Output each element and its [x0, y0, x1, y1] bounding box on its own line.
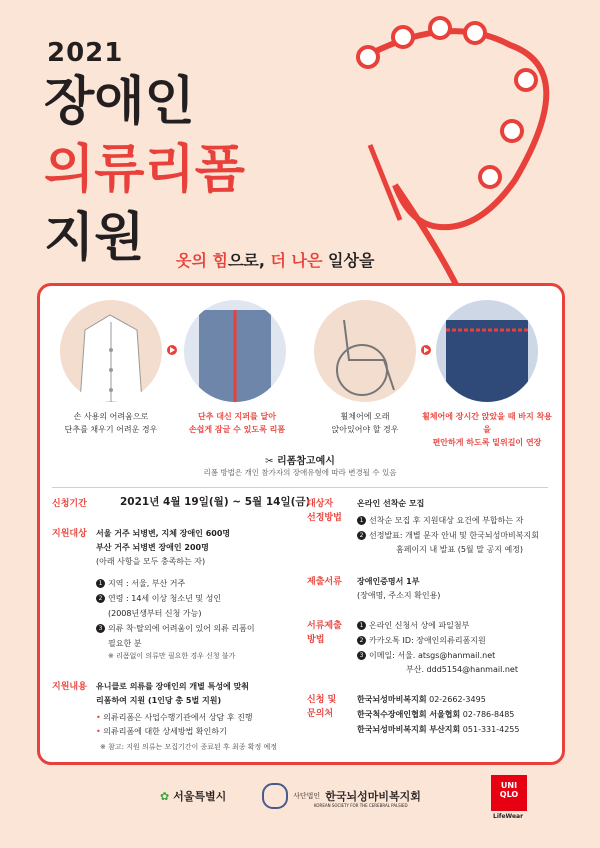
selection-label-1: 대상자	[307, 499, 334, 509]
title-line-2: 의류리폼	[44, 140, 245, 200]
jeans-icon	[436, 300, 538, 402]
docs-label: 제출서류	[307, 577, 342, 587]
target-note: ※ 리폼없이 의류만 필요한 경우 신청 불가	[108, 652, 236, 660]
step-caption: 단추 대신 지퍼를 달아 손쉽게 잠글 수 있도록 리폼	[188, 412, 286, 434]
uniqlo-logo: UNI QLO	[491, 775, 527, 811]
seoul-logo: ✿ 서울특별시	[160, 790, 227, 803]
thread-heart-illustration	[300, 15, 590, 325]
content-item: • 의류리폼은 사업수행기관에서 상담 후 진행	[96, 713, 253, 722]
target-line-1: 서울 거주 뇌병변, 지체 장애인 600명	[96, 529, 231, 538]
arrow-icon	[167, 345, 177, 355]
contact-row: 한국뇌성마비복지회 부산지회 051-331-4255	[357, 725, 520, 734]
method-label-2: 방법	[307, 635, 325, 645]
contact-label-2: 문의처	[307, 709, 334, 719]
selection-item-1: 1 선착순 모집 후 지원대상 요건에 부합하는 자	[357, 514, 523, 528]
target-item: (2008년생부터 신청 가능)	[108, 609, 202, 618]
shirt-buttons-image	[60, 300, 162, 402]
method-item-2: 2 카카오톡 ID: 장애인의류리폼지원	[357, 634, 486, 648]
title-line-1: 장애인	[44, 72, 195, 132]
target-label: 지원대상	[52, 529, 87, 539]
content-label: 지원내용	[52, 682, 87, 692]
contact-label-1: 신청 및	[307, 695, 337, 705]
needle-icon	[370, 145, 400, 220]
period-value: 2021년 4월 19일(월) ~ 5월 14일(금)	[120, 496, 311, 508]
selection-item-3: 홈페이지 내 발표 (5월 말 공지 예정)	[396, 545, 524, 554]
title-year: 2021	[47, 38, 124, 68]
selection-item-2: 2 선정발표: 개별 문자 안내 및 한국뇌성마비복지회	[357, 529, 539, 543]
target-line-2: 부산 거주 뇌병변 장애인 200명	[96, 543, 209, 552]
content-line-1: 유니클로 의류를 장애인의 개별 특성에 맞춰	[96, 682, 250, 691]
arrow-icon	[421, 345, 431, 355]
target-item: 필요한 분	[108, 639, 142, 648]
society-emblem-icon	[262, 783, 288, 809]
target-line-3: (아래 사항을 모두 충족하는 자)	[96, 557, 206, 566]
lifewear-text: LifeWear	[493, 813, 524, 820]
scissors-icon: ✂	[265, 456, 277, 467]
period-label: 신청기간	[52, 499, 87, 509]
content-note: ※ 참고: 지원 의류는 모집기간이 종료된 후 최종 확정 예정	[100, 743, 278, 751]
method-label-1: 서류제출	[307, 621, 342, 631]
society-logo: 사단법인 한국뇌성마비복지회 KOREAN SOCIETY FOR THE CEREBRAL PALSIED	[262, 783, 421, 808]
wheelchair-image	[314, 300, 416, 402]
content-line-2: 리폼하여 지원 (1인당 총 5벌 지원)	[96, 696, 222, 705]
method-item-1: 1 온라인 신청서 상에 파일첨부	[357, 619, 469, 633]
jeans-image	[436, 300, 538, 402]
contact-row: 한국뇌성마비복지회 02-2662-3495	[357, 695, 486, 704]
title-line-3: 지원	[44, 208, 145, 268]
step-caption: 손 사용의 어려움으로 단추를 채우기 어려운 경우	[64, 412, 158, 434]
reference-subtitle: 리폼 방법은 개인 참가자의 장애유형에 따라 변경될 수 있음	[203, 468, 397, 477]
docs-line-2: (장애명, 주소지 확인용)	[357, 591, 441, 600]
seoul-icon: ✿	[160, 790, 170, 803]
contact-row: 한국척수장애인협회 서울협회 02-786-8485	[357, 710, 515, 719]
wheelchair-icon	[314, 300, 416, 402]
step-caption: 휠체어에 장시간 앉았을 때 바지 착용을 편안하게 하도록 밑위길이 연장	[422, 412, 552, 447]
striped-shirt-icon	[184, 300, 286, 402]
step-caption: 휠체어에 오래 앉아있어야 할 경우	[331, 412, 399, 434]
docs-line-1: 장애인증명서 1부	[357, 577, 420, 586]
divider	[52, 487, 548, 488]
selection-title: 온라인 선착순 모집	[357, 499, 425, 508]
method-item-3: 3 이메일: 서울. atsgs@hanmail.net	[357, 649, 495, 663]
content-item: • 의류리폼에 대한 상세방법 확인하기	[96, 727, 227, 736]
target-item: 2 연령 : 14세 이상 청소년 및 성인	[96, 592, 221, 606]
shirt-icon	[60, 300, 162, 402]
shirt-zipper-image	[184, 300, 286, 402]
reference-title: ✂ 리폼참고예시	[265, 456, 335, 467]
target-item: 1 지역 : 서울, 부산 거주	[96, 577, 185, 591]
selection-label-2: 선정방법	[307, 513, 342, 523]
method-item-4: 부산. ddd5154@hanmail.net	[406, 665, 518, 674]
slogan: 옷의 힘으로, 더 나은 일상을	[176, 251, 375, 270]
target-item: 3 의류 착·탈의에 어려움이 있어 의류 리폼이	[96, 622, 255, 636]
